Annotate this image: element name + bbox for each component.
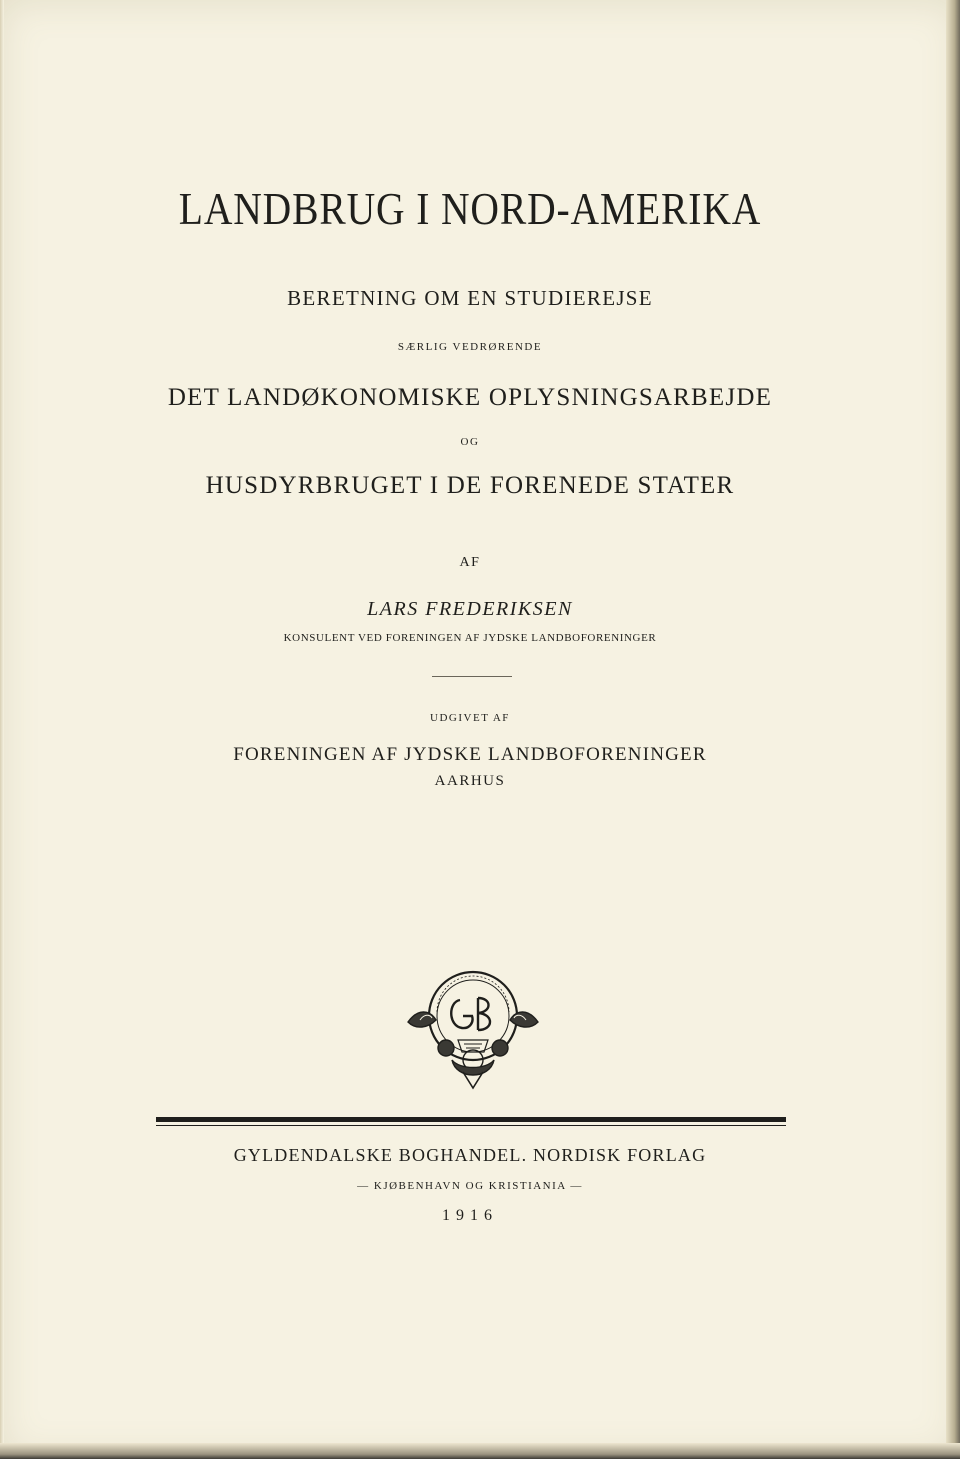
thick-rule	[156, 1117, 786, 1122]
subtitle-connector-2: OG	[460, 436, 480, 448]
subtitle-connector-1: SÆRLIG VEDRØRENDE	[397, 341, 543, 353]
subtitle-line-3: HUSDYRBRUGET I DE FORENEDE STATER	[205, 472, 735, 499]
publisher-organization: FORENINGEN AF JYDSKE LANDBOFORENINGER	[233, 744, 707, 765]
page-left-edge	[0, 0, 4, 1459]
author-position: KONSULENT VED FORENINGEN AF JYDSKE LANDBOFORENINGER	[283, 632, 657, 644]
page-bottom-edge	[0, 1443, 960, 1459]
author-name: LARS FREDERIKSEN	[367, 598, 573, 620]
page-right-edge	[946, 0, 960, 1459]
short-divider	[432, 676, 512, 677]
publisher-city: AARHUS	[434, 773, 506, 789]
published-by-label: UDGIVET AF	[430, 712, 510, 724]
publication-year: 1916	[442, 1207, 498, 1224]
by-label: AF	[459, 555, 481, 570]
book-title: LANDBRUG I NORD-AMERIKA	[178, 183, 762, 234]
subtitle-line-2: DET LANDØKONOMISKE OPLYSNINGSARBEJDE	[167, 384, 773, 411]
imprint-publisher: GYLDENDALSKE BOGHANDEL. NORDISK FORLAG	[233, 1145, 707, 1165]
imprint-cities: — KJØBENHAVN OG KRISTIANIA —	[357, 1180, 583, 1192]
publisher-monogram-emblem-icon	[400, 964, 546, 1092]
thin-rule	[156, 1125, 786, 1126]
subtitle-line-1: BERETNING OM EN STUDIEREJSE	[287, 286, 653, 310]
